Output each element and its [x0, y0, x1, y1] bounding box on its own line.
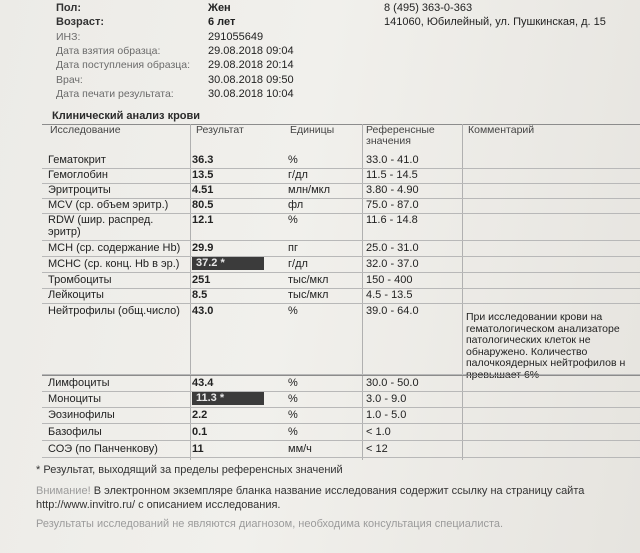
- comment-line: При исследовании крови на: [466, 311, 603, 323]
- comment-line: гематологическом анализаторе: [466, 322, 620, 335]
- test-reference: 75.0 - 87.0: [366, 199, 419, 211]
- inz-label: ИНЗ:: [56, 31, 81, 43]
- test-reference: 150 - 400: [366, 274, 413, 286]
- test-result: 12.1: [192, 214, 214, 226]
- test-unit: мм/ч: [288, 443, 312, 455]
- out-of-range-note: * Результат, выходящий за пределы референсных значений: [36, 464, 343, 476]
- test-unit: г/дл: [288, 169, 308, 181]
- test-result: 8.5: [192, 289, 208, 301]
- test-name: Эозинофилы: [48, 409, 115, 421]
- test-result: 43.0: [192, 305, 214, 317]
- comment-line: обнаружено. Количество: [466, 345, 588, 358]
- attention-text: В электронном экземпляре бланка название исследования содержит ссылку на страницу сайта: [93, 485, 585, 497]
- test-reference: 11.6 - 14.8: [366, 214, 418, 226]
- test-name: Лейкоциты: [48, 289, 104, 301]
- test-name: Эритроциты: [48, 184, 111, 196]
- comment-line: превышает 6%: [466, 368, 540, 381]
- test-reference: 25.0 - 31.0: [366, 242, 419, 254]
- header-comment: Комментарий: [468, 124, 535, 136]
- lab-phone: 8 (495) 363-0-363: [384, 2, 473, 14]
- test-reference: < 12: [366, 443, 388, 455]
- test-name: СОЭ (по Панченкову): [48, 443, 158, 455]
- test-unit: %: [288, 214, 298, 226]
- test-reference: 30.0 - 50.0: [366, 377, 419, 389]
- section-title: Клинический анализ крови: [52, 110, 201, 122]
- table-row: [42, 392, 640, 408]
- test-name: MCV (ср. объем эритр.): [48, 199, 169, 211]
- table-row: [42, 153, 640, 169]
- test-unit: %: [288, 393, 298, 405]
- test-name: Тромбоциты: [48, 274, 112, 286]
- test-reference: 39.0 - 64.0: [366, 305, 419, 317]
- test-unit: млн/мкл: [288, 184, 331, 196]
- table-row: [42, 183, 640, 199]
- age-value: 6 лет: [208, 16, 236, 28]
- test-result: 4.51: [192, 184, 214, 196]
- test-unit: %: [288, 409, 298, 421]
- test-reference: 33.0 - 41.0: [366, 154, 419, 166]
- test-name: Лимфоциты: [48, 377, 110, 389]
- test-reference: 4.5 - 13.5: [366, 289, 413, 301]
- test-reference: 3.0 - 9.0: [366, 393, 407, 405]
- test-unit: %: [288, 154, 298, 166]
- out-of-range-badge: 37.2 *: [192, 257, 264, 270]
- table-row: [42, 288, 640, 304]
- out-of-range-badge: 11.3 *: [192, 392, 264, 405]
- received-value: 29.08.2018 20:14: [208, 59, 294, 71]
- age-label: Возраст:: [56, 16, 104, 28]
- table-row: [42, 198, 640, 214]
- header-reference-line2: значения: [366, 135, 411, 147]
- test-name: Гематокрит: [48, 154, 106, 166]
- table-row: [42, 257, 640, 273]
- table-row: [42, 168, 640, 184]
- header-units: Единицы: [290, 124, 335, 136]
- test-reference: 1.0 - 5.0: [366, 409, 407, 421]
- test-result-flagged: [192, 257, 264, 270]
- test-result: 80.5: [192, 199, 214, 211]
- test-unit: тыс/мкл: [288, 289, 329, 301]
- comment-line: палочкоядерных нейтрофилов н: [466, 357, 626, 370]
- table-row: [42, 408, 640, 424]
- test-result: 43.4: [192, 377, 214, 389]
- test-unit: %: [288, 426, 298, 438]
- results-table: [42, 124, 640, 125]
- collected-value: 29.08.2018 09:04: [208, 45, 294, 57]
- doctor-value: 30.08.2018 09:50: [208, 74, 294, 86]
- test-name: Моноциты: [48, 393, 101, 405]
- test-reference: 11.5 - 14.5: [366, 169, 418, 181]
- header-result: Результат: [196, 124, 244, 136]
- test-result-flagged: [192, 392, 264, 405]
- test-result: 251: [192, 274, 211, 286]
- header-reference-line1: Референсные: [366, 124, 435, 136]
- test-name-continued: эритр): [48, 226, 81, 238]
- test-result: 0.1: [192, 426, 208, 438]
- doctor-label: Врач:: [56, 74, 83, 86]
- invitro-link[interactable]: http://www.invitro.ru/ с описанием исследования.: [36, 499, 281, 511]
- test-name: MCH (ср. содержание Hb): [48, 242, 181, 254]
- disclaimer: Результаты исследований не являются диагнозом, необходима консультация специалиста.: [36, 518, 504, 530]
- inz-value: 291055649: [208, 31, 264, 43]
- test-name: Нейтрофилы (общ.число): [48, 305, 180, 317]
- table-row: [42, 241, 640, 257]
- test-unit: %: [288, 377, 298, 389]
- printed-label: Дата печати результата:: [56, 88, 174, 100]
- test-result: 29.9: [192, 242, 214, 254]
- gender-value: Жен: [208, 2, 231, 14]
- test-result: 13.5: [192, 169, 214, 181]
- table-row: [42, 213, 640, 241]
- test-reference: 3.80 - 4.90: [366, 184, 419, 196]
- test-result: 2.2: [192, 409, 208, 421]
- table-row: [42, 442, 640, 458]
- attention-line: [36, 485, 584, 497]
- attention-word: Внимание!: [36, 485, 91, 497]
- test-unit: пг: [288, 242, 298, 254]
- header-reference: [366, 125, 435, 147]
- test-unit: г/дл: [288, 258, 308, 270]
- neutrophil-comment: [466, 312, 640, 382]
- comment-line: патологических клеток не: [466, 334, 591, 347]
- gender-label: Пол:: [56, 2, 82, 14]
- test-result: 11: [192, 443, 204, 455]
- test-unit: тыс/мкл: [288, 274, 329, 286]
- test-unit: фл: [288, 199, 304, 211]
- test-name: RDW (шир. распред.: [48, 214, 154, 226]
- test-unit: %: [288, 305, 298, 317]
- table-row: [42, 425, 640, 441]
- test-name: Гемоглобин: [48, 169, 108, 181]
- test-result: 36.3: [192, 154, 214, 166]
- collected-label: Дата взятия образца:: [56, 45, 161, 57]
- received-label: Дата поступления образца:: [56, 59, 191, 71]
- header-test: Исследование: [50, 124, 121, 136]
- test-name: Базофилы: [48, 426, 102, 438]
- table-row: [42, 375, 640, 392]
- table-row: [42, 273, 640, 289]
- test-reference: 32.0 - 37.0: [366, 258, 419, 270]
- printed-value: 30.08.2018 10:04: [208, 88, 294, 100]
- test-name: MCHC (ср. конц. Hb в эр.): [48, 258, 180, 270]
- lab-address: 141060, Юбилейный, ул. Пушкинская, д. 15: [384, 16, 606, 28]
- test-reference: < 1.0: [366, 426, 391, 438]
